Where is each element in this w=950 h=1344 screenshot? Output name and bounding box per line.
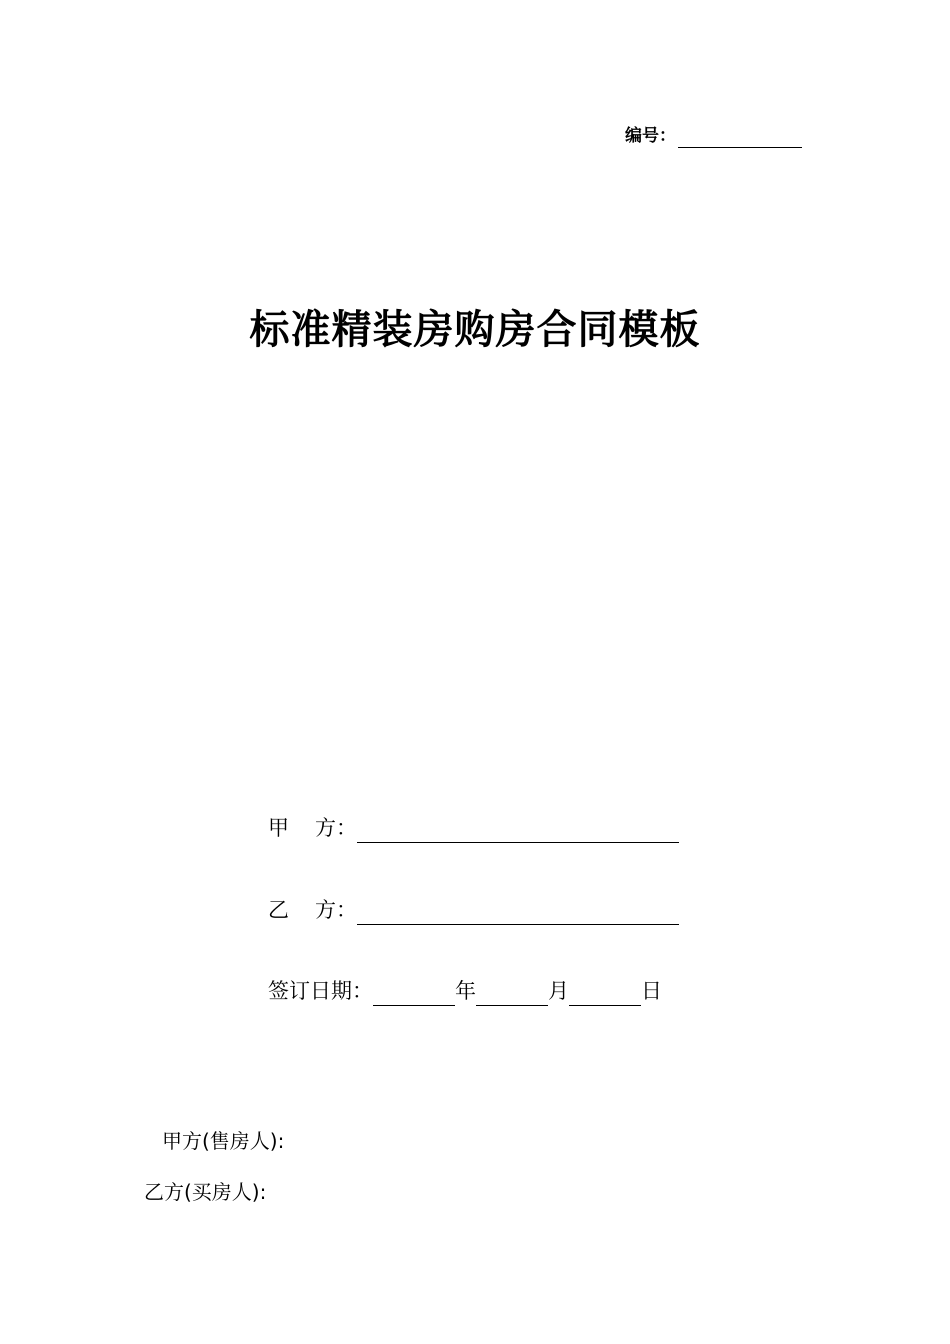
party-a-label-char: 甲: [268, 816, 289, 840]
serial-blank-line: [678, 129, 802, 148]
document-title: 标准精装房购房合同模板: [249, 306, 701, 353]
party-b-field: [268, 895, 679, 925]
day-blank-line: [569, 983, 641, 1006]
seller-label: 甲方(售房人):: [162, 1129, 285, 1153]
month-label: 月: [548, 979, 569, 1003]
party-b-blank-line: [357, 902, 679, 925]
month-blank-line: [476, 983, 548, 1006]
year-label: 年: [455, 979, 476, 1003]
party-b-label-char: 乙: [268, 898, 289, 922]
buyer-label: 乙方(买房人):: [144, 1180, 267, 1204]
party-a-label-suffix: 方：: [315, 816, 357, 840]
party-a-field: [268, 813, 679, 843]
year-blank-line: [373, 983, 455, 1006]
day-label: 日: [641, 979, 662, 1003]
sign-date-field: [268, 976, 662, 1006]
party-b-label-suffix: 方：: [315, 898, 357, 922]
party-a-blank-line: [357, 820, 679, 843]
serial-label: 编号：: [625, 126, 676, 146]
sign-date-label: 签订日期：: [268, 979, 373, 1003]
serial-number: [625, 124, 802, 148]
